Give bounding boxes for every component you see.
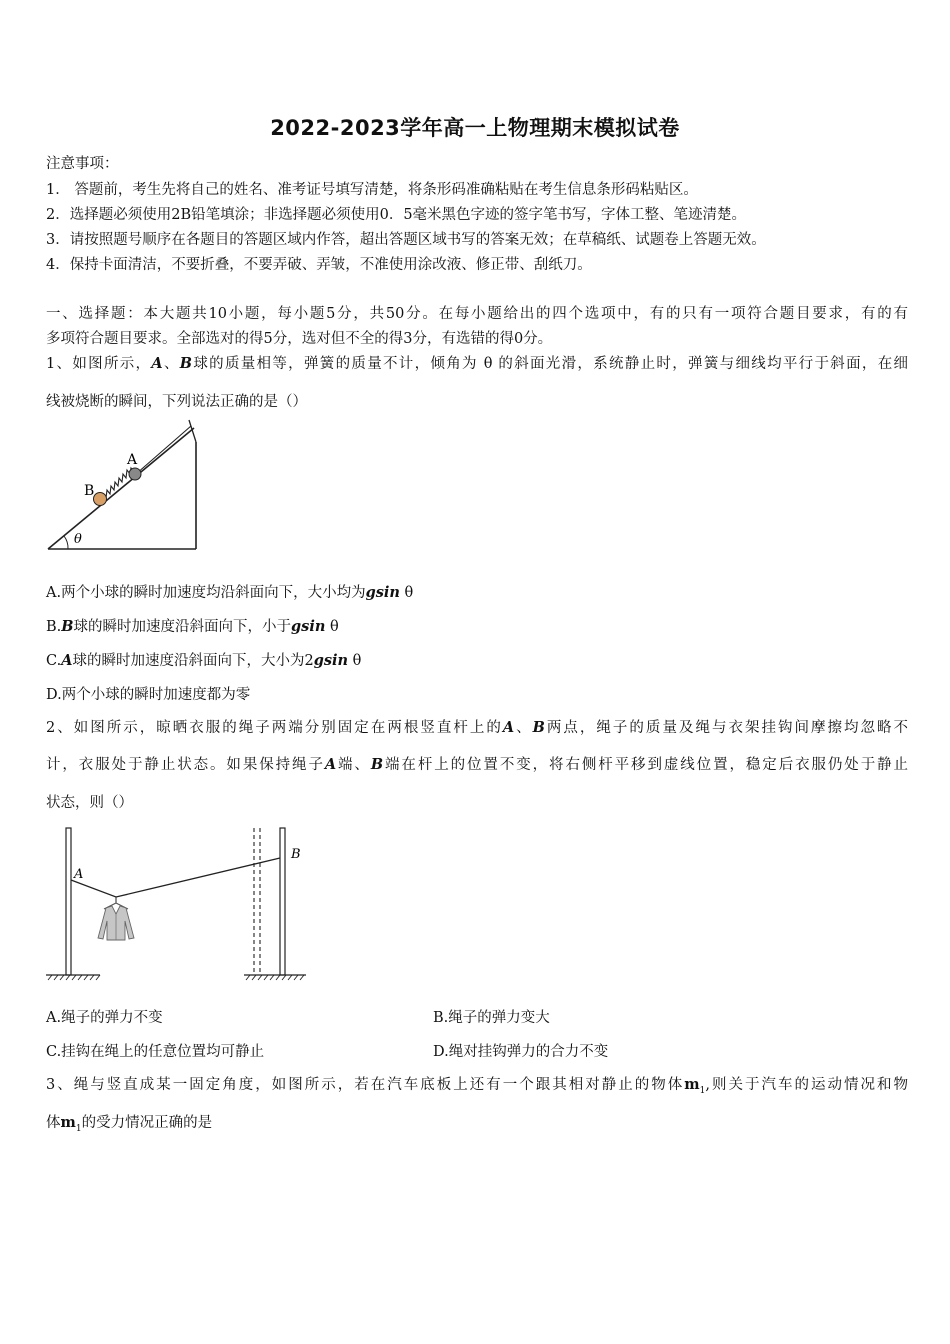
label-a: A bbox=[127, 452, 138, 468]
section1-instructions-line1: 一、选择题：本大题共10小题，每小题5分，共50分。在每小题给出的四个选项中，有的只有一项符合题目要求，有的有 bbox=[46, 306, 908, 322]
angle-arc bbox=[64, 536, 68, 549]
q2-option-b[interactable]: B.绳子的弹力变大 bbox=[433, 1010, 550, 1026]
page-title: 2022-2023学年高一上物理期末模拟试卷 bbox=[270, 116, 680, 140]
q1-option-a[interactable]: A.两个小球的瞬时加速度均沿斜面向下，大小均为gsin θ bbox=[46, 584, 414, 601]
label-b: B bbox=[291, 847, 301, 862]
q2-option-c[interactable]: C.挂钩在绳上的任意位置均可静止 bbox=[46, 1044, 265, 1060]
q1-option-b[interactable]: B.B球的瞬时加速度沿斜面向下，小于gsin θ bbox=[46, 618, 339, 635]
notice-item-4: 4．保持卡面清洁，不要折叠，不要弄破、弄皱，不准使用涂改液、修正带、刮纸刀。 bbox=[46, 257, 592, 273]
q1-option-c[interactable]: C.A球的瞬时加速度沿斜面向下，大小为2gsin θ bbox=[46, 652, 362, 669]
left-pole bbox=[66, 828, 71, 975]
left-ground-hatch bbox=[48, 975, 100, 980]
rope bbox=[71, 858, 280, 897]
notice-item-3: 3．请按照题号顺序在各题目的答题区域内作答，超出答题区域书写的答案无效；在草稿纸、试题卷上答题无效。 bbox=[46, 232, 766, 248]
label-theta: θ bbox=[74, 532, 82, 547]
label-a: A bbox=[74, 867, 84, 882]
section1-instructions-line2: 多项符合题目要求。全部选对的得5分，选对但不全的得3分，有选错的得0分。 bbox=[46, 331, 553, 347]
q2-option-a[interactable]: A.绳子的弹力不变 bbox=[46, 1010, 163, 1026]
q2-stem-line3: 状态，则（） bbox=[46, 795, 133, 811]
incline-figure bbox=[44, 418, 204, 554]
q3-stem-line2: 体$m_1$的受力情况正确的是 bbox=[46, 1114, 213, 1134]
thread-line bbox=[136, 426, 191, 474]
notice-item-1: 1． 答题前，考生先将自己的姓名、准考证号填写清楚，将条形码准确粘贴在考生信息条形码粘贴区。 bbox=[46, 182, 698, 198]
q1-stem-line1: 1、如图所示，A、B球的质量相等，弹簧的质量不计，倾角为 θ 的斜面光滑，系统静止时，弹簧与细线均平行于斜面，在细 bbox=[46, 355, 909, 372]
right-pole bbox=[280, 828, 285, 975]
q2-stem-line1: 2、如图所示，晾晒衣服的绳子两端分别固定在两根竖直杆上的A、B两点，绳子的质量及绳与衣架挂钩间摩擦均忽略不 bbox=[46, 719, 909, 736]
notice-heading: 注意事项： bbox=[46, 156, 119, 172]
incline-slope bbox=[48, 428, 194, 549]
q2-option-d[interactable]: D.绳对挂钩弹力的合力不变 bbox=[433, 1044, 609, 1060]
clothesline-figure bbox=[44, 824, 316, 984]
q1-stem-line2: 线被烧断的瞬间，下列说法正确的是（） bbox=[46, 394, 307, 410]
q1-option-d[interactable]: D.两个小球的瞬时加速度都为零 bbox=[46, 687, 251, 703]
ball-b bbox=[94, 493, 107, 506]
ball-a bbox=[129, 468, 141, 480]
right-ground-hatch bbox=[246, 975, 304, 980]
q3-stem-line1: 3、绳与竖直成某一固定角度，如图所示，若在汽车底板上还有一个跟其相对静止的物体$m_1$,则关于汽车的运动情况和物 bbox=[46, 1076, 909, 1096]
label-b: B bbox=[84, 483, 95, 499]
q2-stem-line2: 计，衣服处于静止状态。如果保持绳子A端、B端在杆上的位置不变，将右侧杆平移到虚线位置，稳定后衣服仍处于静止 bbox=[46, 756, 909, 773]
notice-item-2: 2．选择题必须使用2B铅笔填涂；非选择题必须使用0．5毫米黑色字迹的签字笔书写，字体工整、笔迹清楚。 bbox=[46, 207, 747, 223]
